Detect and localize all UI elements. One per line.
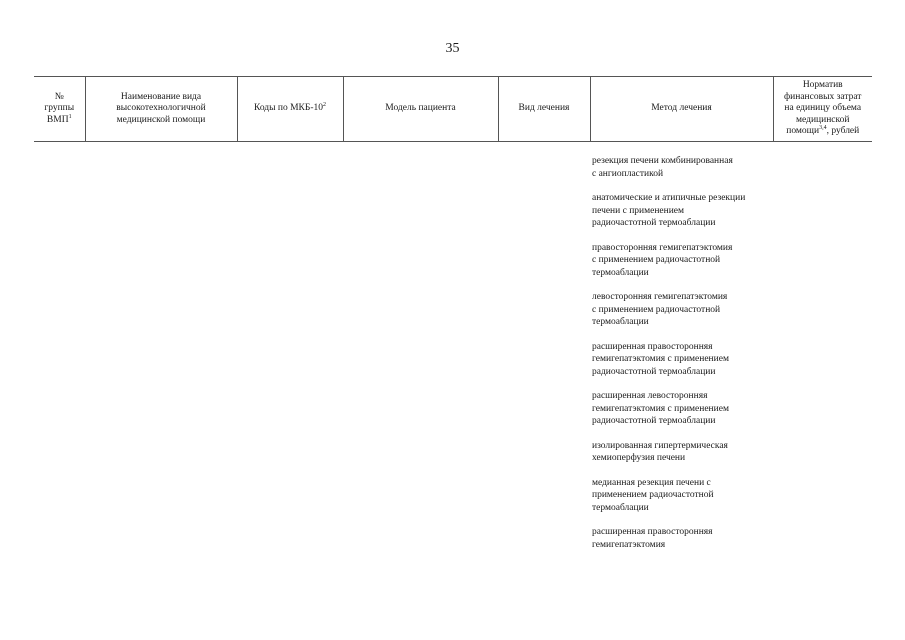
treatment-method-item: резекция печени комбинированная с ангиопластикой <box>592 156 733 179</box>
treatment-method-item: левосторонняя гемигепатэктомия с применением радиочастотной термоаблации <box>592 292 728 327</box>
treatment-method-item: расширенная левосторонняя гемигепатэктомия с применением радиочастотной термоаблации <box>592 391 729 426</box>
header-cost-standard: Норматив финансовых затрат на единицу объема медицинской помощи$^{3,4}$, рублей <box>773 77 872 142</box>
header-treatment-type: Вид лечения <box>498 77 590 142</box>
header-group-number: № группы ВМП$^1$ <box>34 77 85 142</box>
treatment-method-item: изолированная гипертермическая хемиоперфузия печени <box>592 440 728 463</box>
table-header <box>34 76 872 142</box>
treatment-method-item: анатомические и атипичные резекции печени с применением радиочастотной термоаблации <box>592 193 746 228</box>
treatment-method-item: медианная резекция печени с применением радиочастотной термоаблации <box>592 477 714 513</box>
treatment-method-item: расширенная правосторонняя гемигепатэктомия <box>592 527 713 550</box>
treatment-method-item: расширенная правосторонняя гемигепатэктомия с применением радиочастотной термоаблации <box>592 341 729 377</box>
header-patient-model: Модель пациента <box>343 77 498 142</box>
treatment-method-list <box>592 155 772 563</box>
header-treatment-method: Метод лечения <box>590 77 773 142</box>
page-number: 35 <box>445 41 460 56</box>
header-icd-codes: Коды по МКБ-$10^2$ <box>237 77 343 142</box>
treatment-method-item: правосторонняя гемигепатэктомия с применением радиочастотной термоаблации <box>592 242 733 278</box>
header-care-type-name: Наименование вида высокотехнологичной медицинской помощи <box>85 77 237 142</box>
